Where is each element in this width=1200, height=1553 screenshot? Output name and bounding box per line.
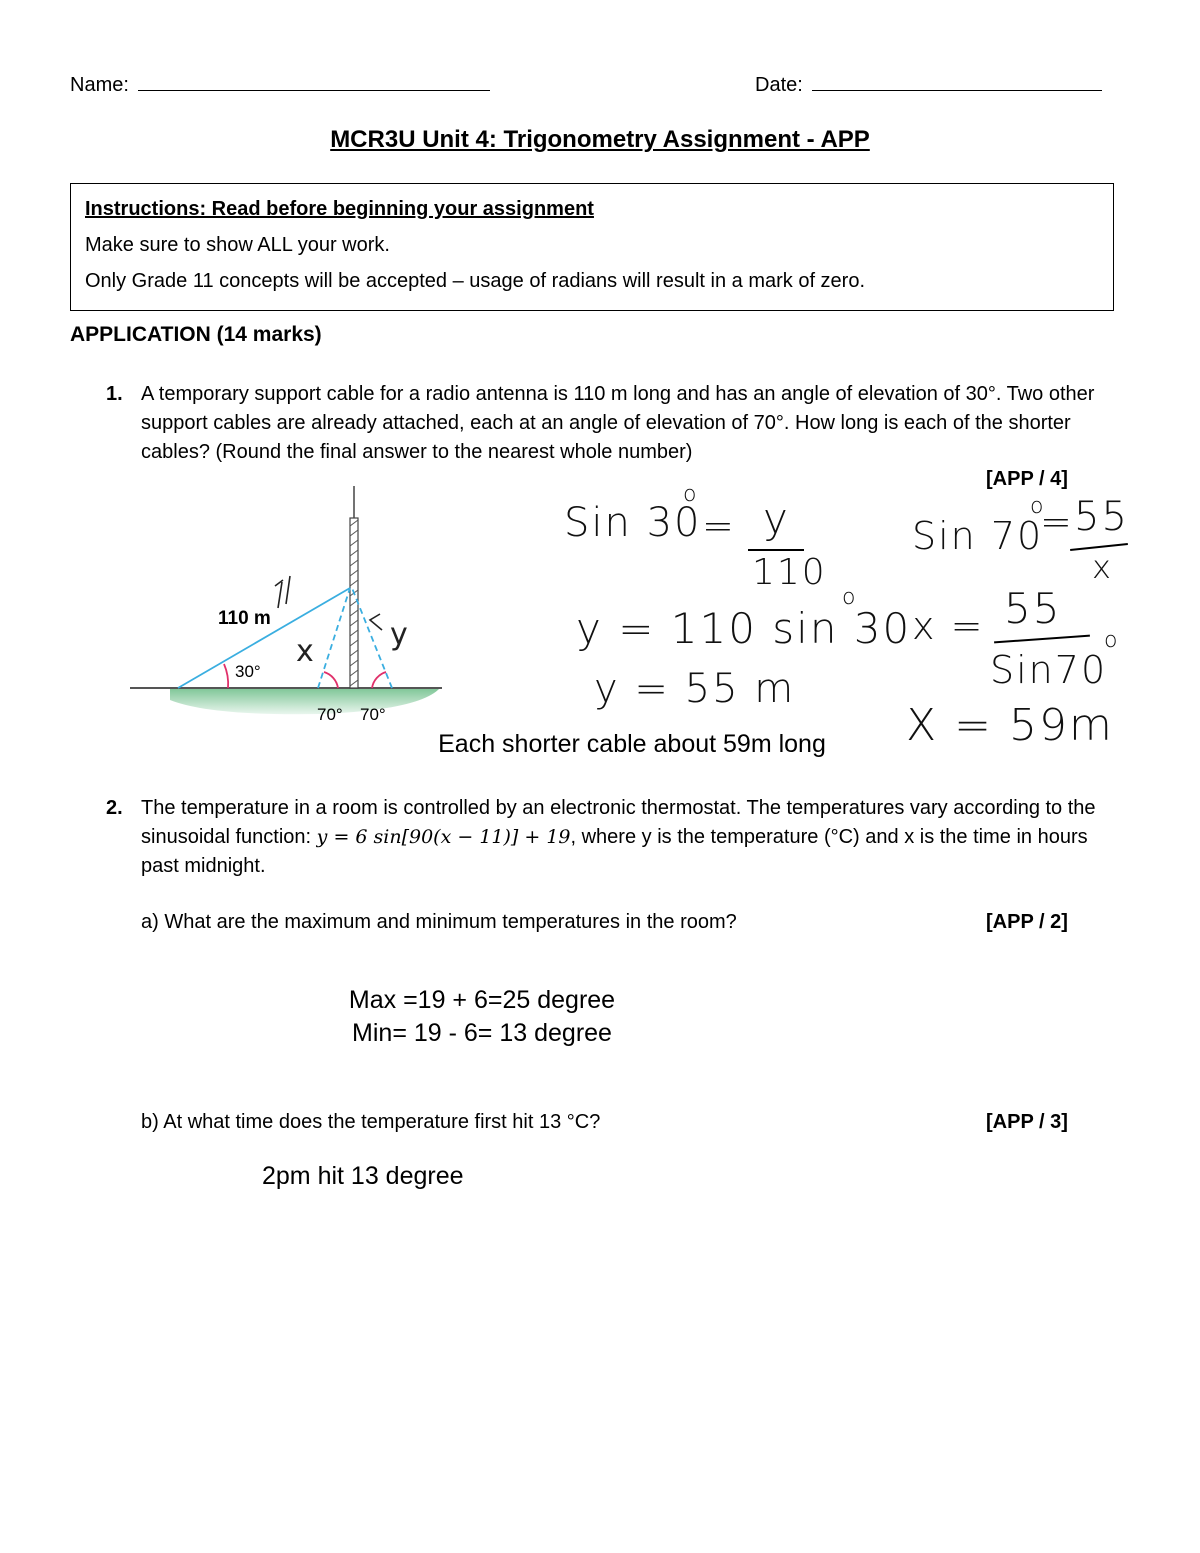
work-x-lhs: x = [912,604,985,648]
work-sin30-numerator: y [763,494,790,543]
work-y-result: y = 55 m [594,666,796,712]
q2-text-after: , where y is the temperature (°C) and x is the time in hours past midnight. [141,826,1088,877]
q2-number: 2. [106,797,123,819]
q2-formula: y = 6 sin[90(x − 11)] + 19 [316,826,571,848]
work-sin70-lhs: Sin 70 [912,514,1044,558]
ground-grass [170,688,440,714]
work-fraction-bar-1 [748,549,804,551]
q1-text: A temporary support cable for a radio antenna is 110 m long and has an angle of elevation of 30°. Two other support cables are already attached, each at an angle of elevation of 70°. How long is each of the shorter cables? (Round the final answer to the nearest whole number) [141,383,1095,463]
antenna-diagram [120,478,460,728]
work-sin30-lhs: Sin 30 [564,500,702,546]
work-fraction-bar-3 [994,635,1090,644]
q1-number: 1. [106,383,123,405]
section-title: APPLICATION (14 marks) [70,323,322,346]
date-blank[interactable] [812,76,1102,91]
angle-arc-70-left [324,672,338,688]
name-label: Name: [70,74,129,96]
hand-y-label: y [390,617,408,652]
angle-arc-30 [224,664,228,688]
q1-mark: [APP / 4] [986,468,1068,490]
work-sin30-denominator: 110 [752,552,827,593]
name-field[interactable] [70,74,490,97]
angle-70-left-label: 70° [317,705,343,724]
work-y-equation: y = 110 sin 30 [576,604,912,653]
name-blank[interactable] [138,76,490,91]
hand-mark-near-110 [275,576,290,608]
work-x-degree: o [1104,628,1120,653]
date-field[interactable] [755,74,1102,97]
q2b-text: b) At what time does the temperature first hit 13 °C? [141,1111,601,1133]
page-title: MCR3U Unit 4: Trigonometry Assignment - APP [330,126,870,153]
work-sin30-equals: = [702,504,736,548]
work-sin30-degree: o [683,482,699,507]
angle-arc-70-right [372,672,386,688]
work-sin70-denominator: x [1092,548,1113,586]
work-x-denominator: Sin70 [990,648,1108,692]
instructions-heading: Instructions: Read before beginning your assignment [85,198,594,220]
instructions-box [70,183,1114,311]
work-sin70-numerator: 55 [1074,494,1129,540]
work-sin70-equals: = [1040,500,1074,544]
hand-x-label: x [296,634,314,669]
work-x-numerator: 55 [1004,584,1062,633]
q2-text-before: The temperature in a room is controlled by an electronic thermostat. The temperatures vary according to the sinusoidal function: [141,797,1096,848]
q2a-answer-min: Min= 19 - 6= 13 degree [352,1019,612,1047]
q1-answer: Each shorter cable about 59m long [438,730,826,758]
instructions-line-2: Only Grade 11 concepts will be accepted – usage of radians will result in a mark of zero. [85,270,866,292]
work-sin70-degree: o [1030,494,1046,519]
q2b-mark: [APP / 3] [986,1111,1068,1133]
q2-text [141,794,1126,881]
q2b-answer: 2pm hit 13 degree [262,1162,464,1190]
instructions-line-1: Make sure to show ALL your work. [85,234,390,256]
date-label: Date: [755,74,803,96]
q2a-mark: [APP / 2] [986,911,1068,933]
angle-70-right-label: 70° [360,705,386,724]
angle-30-label: 30° [235,662,261,681]
q2a-text: a) What are the maximum and minimum temperatures in the room? [141,911,737,933]
hand-mark-near-y [370,614,382,630]
q2a-answer-max: Max =19 + 6=25 degree [348,986,616,1014]
work-x-result: X = 59m [906,700,1114,751]
cable-length-label: 110 m [218,608,271,629]
work-y-equation-degree: o [842,585,858,610]
